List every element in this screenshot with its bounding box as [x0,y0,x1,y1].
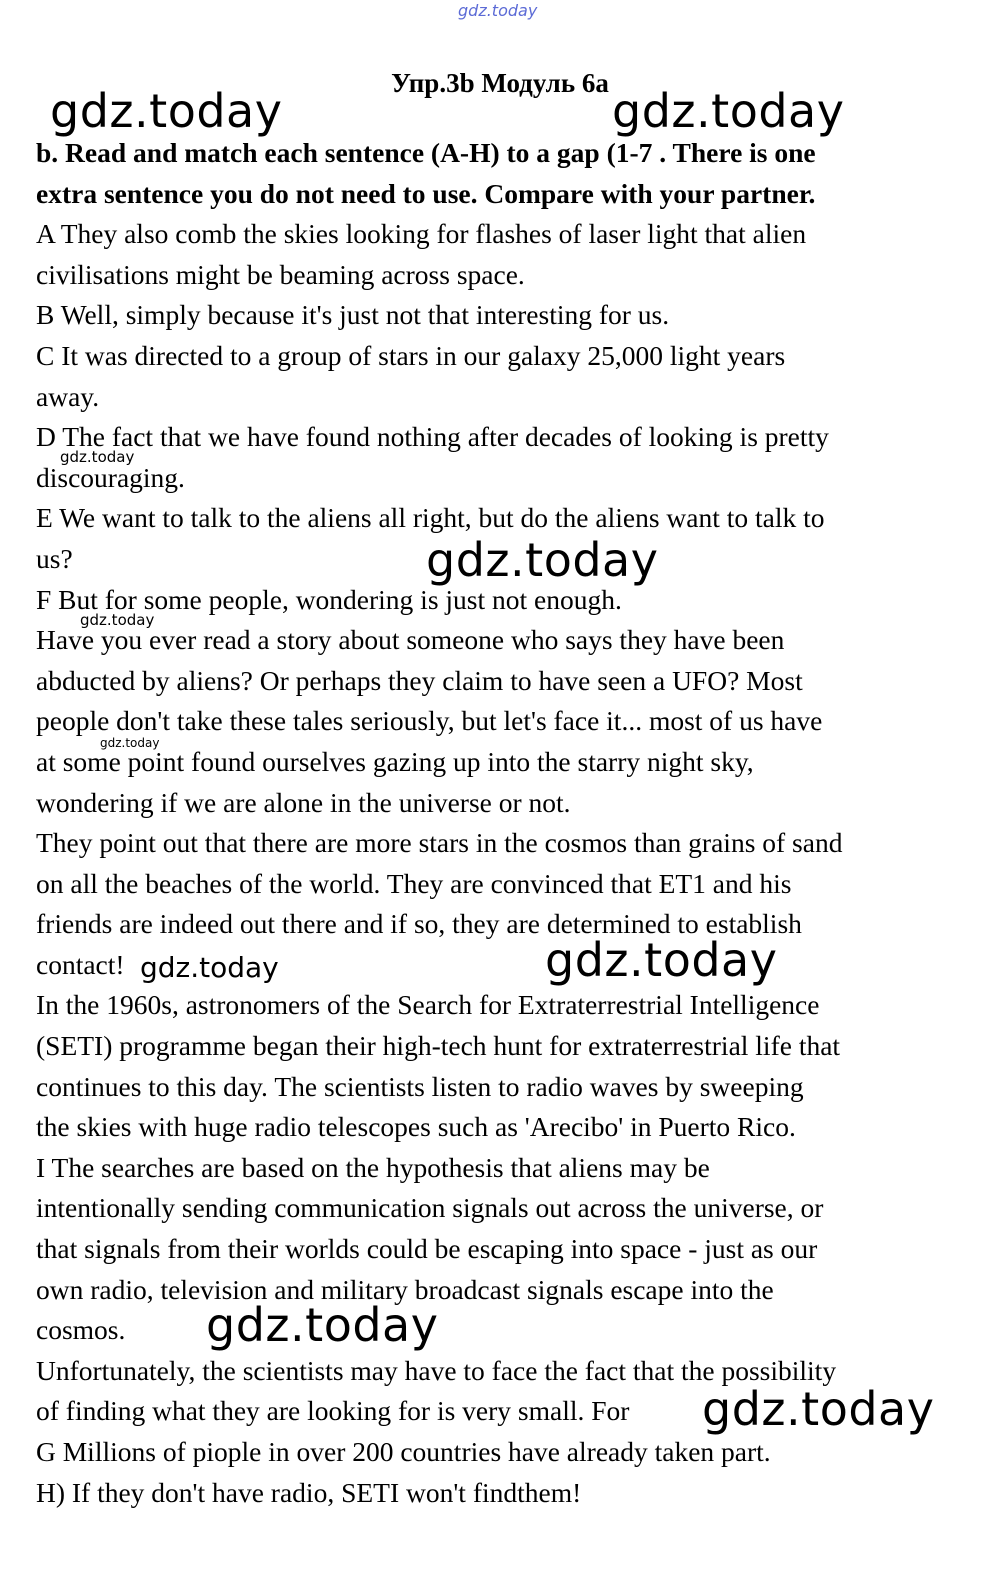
text-line: I The searches are based on the hypothesis that aliens may be [36,1151,710,1183]
sentence-g-line: G Millions of piople in over 200 countries have already taken part. [36,1436,771,1467]
text-line: at some point found ourselves gazing up into the starry night sky, [36,745,754,777]
sentence-a-line: A They also comb the skies looking for flashes of laser light that alien [36,218,807,250]
instruction-line: b. Read and match each sentence (A-H) to a gap (1-7 . There is one [36,137,816,168]
text-line: In the 1960s, astronomers of the Search for Extraterrestrial Intelligence [36,989,820,1021]
sentence-h-line: H) If they don't have radio, SETI won't findthem! [36,1476,582,1508]
sentence-d-line: D The fact that we have found nothing after decades of looking is pretty [36,421,829,453]
text-line: cosmos. [36,1314,126,1346]
text-line: contact! [36,948,125,980]
sentence-a-line: civilisations might be beaming across space. [36,258,525,290]
text-line: on all the beaches of the world. They are convinced that ET1 and his [36,867,792,899]
watermark-medium: gdz.today [140,951,279,984]
sentence-d-line: discouraging. [36,461,185,493]
watermark: gdz.today [206,1298,439,1352]
text-line: people don't take these tales seriously, but let's face it... most of us have [36,705,823,737]
text-line: of finding what they are looking for is very small. For [36,1395,630,1427]
watermark: gdz.today [702,1382,935,1436]
text-line: that signals from their worlds could be escaping into space - just as our [36,1233,818,1265]
text-line: friends are indeed out there and if so, they are determined to establish [36,908,802,940]
watermark-small: gdz.today [80,611,155,629]
watermark: gdz.today [612,84,845,138]
watermark: gdz.today [426,533,659,587]
watermark-tiny: gdz.today [100,736,160,750]
sentence-b-line: B Well, simply because it's just not that interesting for us. [36,299,670,331]
text-line: They point out that there are more stars in the cosmos than grains of sand [36,827,843,859]
text-line: the skies with huge radio telescopes such as 'Arecibo' in Puerto Rico. [36,1111,796,1143]
text-line: own radio, television and military broadcast signals escape into the [36,1273,774,1305]
text-line: intentionally sending communication signals out across the universe, or [36,1192,824,1224]
text-line: wondering if we are alone in the universe or not. [36,786,571,818]
sentence-c-line: C It was directed to a group of stars in our galaxy 25,000 light years [36,339,786,371]
watermark: gdz.today [50,84,283,138]
sentence-e-line: E We want to talk to the aliens all right, but do the aliens want to talk to [36,502,825,534]
watermark: gdz.today [545,933,778,987]
sentence-e-line: us? [36,542,73,574]
text-line: abducted by aliens? Or perhaps they claim to have seen a UFO? Most [36,664,803,696]
instruction-line: extra sentence you do not need to use. Compare with your partner. [36,177,816,209]
text-line: Unfortunately, the scientists may have to face the fact that the possibility [36,1354,837,1386]
text-line: Have you ever read a story about someone who says they have been [36,624,785,656]
text-line: continues to this day. The scientists listen to radio waves by sweeping [36,1070,804,1102]
sentence-f-line: F But for some people, wondering is just not enough. [36,583,622,615]
watermark-top: gdz.today [458,1,538,20]
watermark-small: gdz.today [60,448,135,466]
text-line: (SETI) programme began their high-tech hunt for extraterrestrial life that [36,1030,841,1062]
sentence-c-line: away. [36,380,100,412]
page-title: Упр.3b Модуль 6a [391,68,609,98]
exercise-text [36,133,842,1513]
